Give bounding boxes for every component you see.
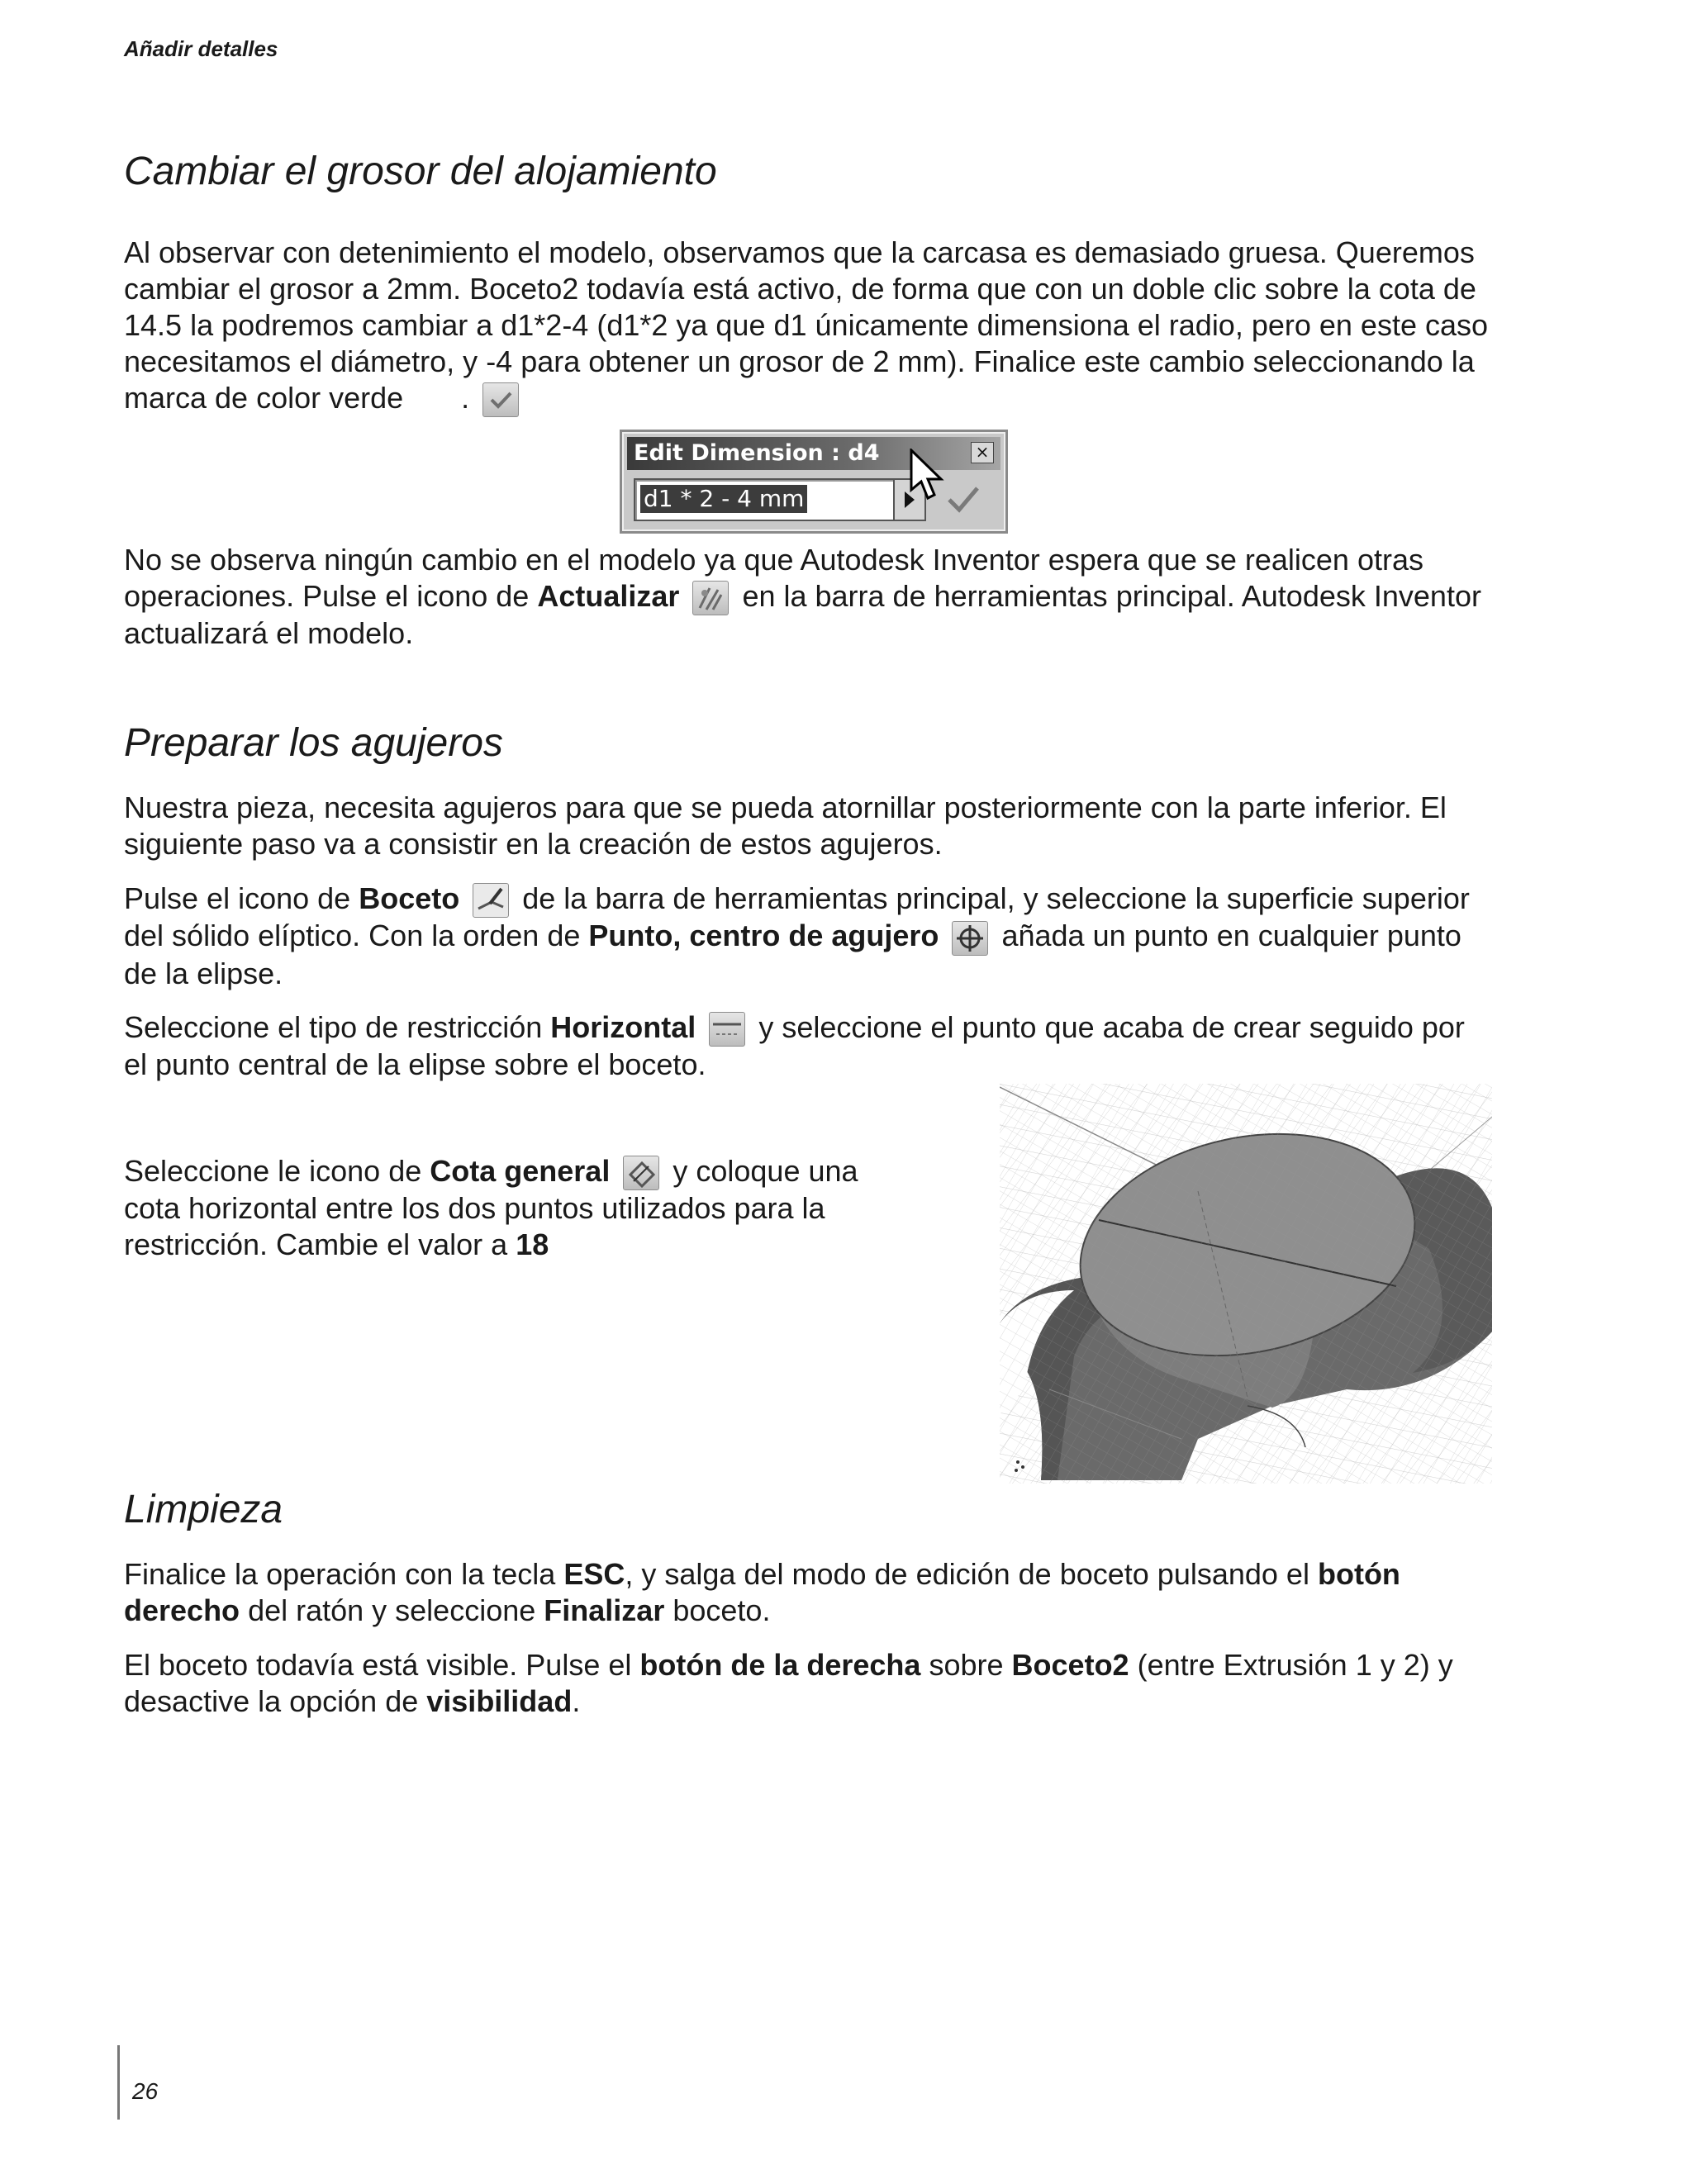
horizontal-constraint-icon[interactable] xyxy=(709,1012,745,1047)
bold-boceto: Boceto xyxy=(359,881,460,915)
paragraph-text: Seleccione el tipo de restricción xyxy=(124,1010,543,1044)
bold-horizontal: Horizontal xyxy=(550,1010,696,1044)
mouse-cursor-icon xyxy=(908,449,944,503)
sketch-icon[interactable] xyxy=(473,883,509,918)
page-number: 26 xyxy=(132,2078,159,2104)
dimension-input[interactable] xyxy=(634,478,895,521)
paragraph-cota-general xyxy=(124,1153,884,1263)
paragraph-text: Pulse el icono de xyxy=(124,881,351,915)
running-header: Añadir detalles xyxy=(124,36,278,61)
bold-value-18: 18 xyxy=(516,1227,549,1262)
paragraph-horizontal xyxy=(124,1009,1495,1083)
section-title-preparar-agujeros: Preparar los agujeros xyxy=(124,721,503,765)
paragraph-text: boceto. xyxy=(673,1593,771,1627)
paragraph-visibilidad xyxy=(124,1647,1495,1720)
bold-esc: ESC xyxy=(563,1557,625,1591)
section-title-limpieza: Limpieza xyxy=(124,1488,283,1531)
paragraph-text: . xyxy=(572,1684,581,1718)
close-icon[interactable]: × xyxy=(971,442,994,463)
paragraph-text: del ratón y seleccione xyxy=(248,1593,536,1627)
accept-check-icon[interactable] xyxy=(941,480,986,518)
3d-model-image xyxy=(1000,1084,1492,1484)
hole-center-icon[interactable] xyxy=(952,921,988,956)
bold-visibilidad: visibilidad xyxy=(426,1684,573,1718)
dialog-title-bar[interactable] xyxy=(627,437,1000,470)
bold-punto-centro-agujero: Punto, centro de agujero xyxy=(588,919,939,953)
paragraph-boceto xyxy=(124,881,1495,992)
paragraph-text: y coloque una cota horizontal entre los dos puntos utilizados para la restricción. Cambie el valor a xyxy=(124,1154,858,1262)
check-icon[interactable] xyxy=(482,382,519,417)
paragraph-text: No se observa ningún cambio en el modelo ya que Autodesk Inventor espera que se realicen otras operaciones. Pulse el icono de xyxy=(124,543,1423,613)
paragraph-text: y seleccione el punto que acaba de crear seguido por el punto central de la elipse sobre el boceto. xyxy=(124,1010,1465,1082)
bold-boton-derecho: botón derecho xyxy=(124,1557,1400,1627)
paragraph-text: Al observar con detenimiento el modelo, observamos que la carcasa es demasiado gruesa. Queremos cambiar el grosor a 2mm. Boceto2 todavía está activo, de forma que con un doble clic sobre la cota de 14.5 la podremos cambiar a d1*2-4 (d1*2 ya que d1 únicamente dimensiona el radio, pero en este caso necesitamos el diámetro, y -4 para obtener un grosor de 2 mm). Finalice este cambio seleccionando la marca de color verde xyxy=(124,235,1489,415)
bold-boton-de-la-derecha: botón de la derecha xyxy=(639,1648,921,1682)
paragraph-agujeros-intro: Nuestra pieza, necesita agujeros para que se pueda atornillar posteriormente con la parte inferior. El siguiente paso va a consistir en la creación de estos agujeros. xyxy=(124,791,1447,861)
paragraph-text: en la barra de herramientas principal. Autodesk Inventor actualizará el modelo. xyxy=(124,579,1481,651)
paragraph-text: sobre xyxy=(929,1648,1004,1682)
period: . xyxy=(461,381,470,415)
edit-dimension-dialog xyxy=(620,430,1008,534)
dialog-title: Edit Dimension : d4 xyxy=(634,440,880,466)
update-icon[interactable] xyxy=(692,581,729,615)
paragraph-text: de la barra de herramientas principal, y seleccione la superficie superior del sólido elíptico. Con la orden de xyxy=(124,881,1470,953)
paragraph-actualizar xyxy=(124,542,1495,652)
paragraph-finalizar xyxy=(124,1556,1495,1629)
paragraph-text: (entre Extrusión 1 y 2) y desactive la opción de xyxy=(124,1648,1453,1718)
paragraph-text: añada un punto en cualquier punto de la elipse. xyxy=(124,919,1461,990)
paragraph-cambiar-grosor xyxy=(124,235,1495,417)
bold-boceto2: Boceto2 xyxy=(1011,1648,1129,1682)
dimension-value: d1 * 2 - 4 mm xyxy=(640,485,807,513)
page-number-rule xyxy=(117,2045,120,2120)
paragraph-text: Seleccione le icono de xyxy=(124,1154,422,1188)
general-dimension-icon[interactable] xyxy=(623,1156,659,1190)
bold-cota-general: Cota general xyxy=(430,1154,611,1188)
bold-finalizar: Finalizar xyxy=(544,1593,665,1627)
paragraph-text: Finalice la operación con la tecla xyxy=(124,1557,556,1591)
bold-actualizar: Actualizar xyxy=(537,579,680,613)
paragraph-text: , y salga del modo de edición de boceto pulsando el xyxy=(625,1557,1309,1591)
section-title-cambiar-grosor: Cambiar el grosor del alojamiento xyxy=(124,150,717,193)
paragraph-text: El boceto todavía está visible. Pulse el xyxy=(124,1648,632,1682)
